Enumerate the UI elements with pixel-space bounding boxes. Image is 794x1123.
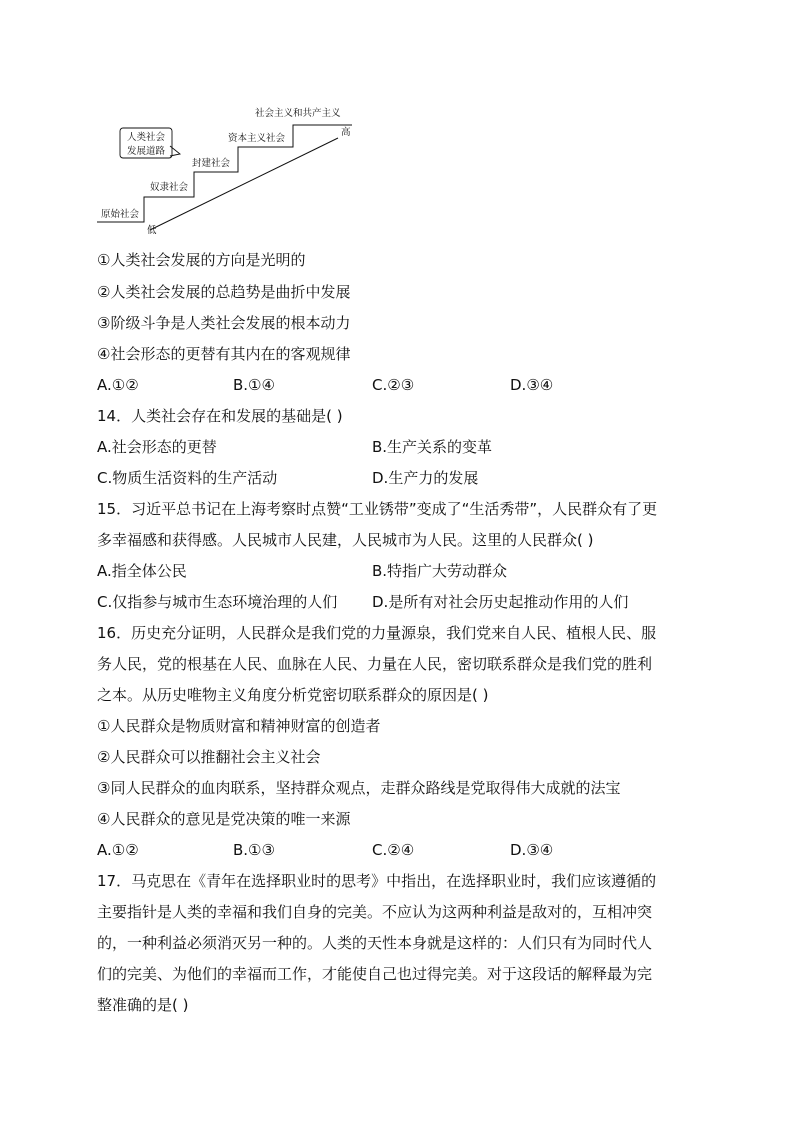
- social-development-staircase-diagram: [97, 100, 367, 240]
- q14-option-a[interactable]: A.社会形态的更替: [97, 438, 217, 456]
- q16-stem-line-3: 之本。从历史唯物主义角度分析党密切联系群众的原因是( ): [97, 686, 489, 704]
- q14-option-d[interactable]: D.生产力的发展: [372, 469, 479, 487]
- bubble-line1: 人类社会: [127, 132, 166, 143]
- q14-option-b[interactable]: B.生产关系的变革: [372, 438, 493, 456]
- q15-option-d[interactable]: D.是所有对社会历史起推动作用的人们: [372, 593, 629, 611]
- stage-slave: 奴隶社会: [150, 182, 189, 193]
- q15-stem-line-1: 15．习近平总书记在上海考察时点赞“工业锈带”变成了“生活秀带”，人民群众有了更: [97, 500, 658, 518]
- q16-stem-line-1: 16．历史充分证明，人民群众是我们党的力量源泉，我们党来自人民、植根人民、服: [97, 624, 657, 642]
- q13-item-3: ③阶级斗争是人类社会发展的根本动力: [97, 314, 351, 332]
- q15-option-c[interactable]: C.仅指参与城市生态环境治理的人们: [97, 593, 338, 611]
- q16-item-2: ②人民群众可以推翻社会主义社会: [97, 748, 321, 766]
- q13-option-a[interactable]: A.①②: [97, 376, 139, 394]
- label-low: 低: [147, 225, 157, 236]
- q16-item-3: ③同人民群众的血肉联系，坚持群众观点，走群众路线是党取得伟大成就的法宝: [97, 779, 621, 797]
- q17-stem-line-5: 整准确的是( ): [97, 996, 189, 1014]
- stage-capitalist: 资本主义社会: [228, 133, 286, 144]
- q15-stem-line-2: 多幸福感和获得感。人民城市人民建，人民城市为人民。这里的人民群众( ): [97, 531, 594, 549]
- q16-item-1: ①人民群众是物质财富和精神财富的创造者: [97, 717, 381, 735]
- q13-item-2: ②人类社会发展的总趋势是曲折中发展: [97, 283, 351, 301]
- q17-stem-line-1: 17．马克思在《青年在选择职业时的思考》中指出，在选择职业时，我们应该遵循的: [97, 872, 657, 890]
- q16-item-4: ④人民群众的意见是党决策的唯一来源: [97, 810, 351, 828]
- q16-stem-line-2: 务人民，党的根基在人民、血脉在人民、力量在人民，密切联系群众是我们党的胜利: [97, 655, 653, 673]
- q13-item-4: ④社会形态的更替有其内在的客观规律: [97, 345, 351, 363]
- stage-socialist-communist: 社会主义和共产主义: [255, 108, 341, 119]
- q16-option-a[interactable]: A.①②: [97, 841, 139, 859]
- q17-stem-line-4: 们的完美、为他们的幸福而工作，才能使自己也过得完美。对于这段话的解释最为完: [97, 965, 653, 983]
- q13-item-1: ①人类社会发展的方向是光明的: [97, 251, 306, 269]
- q13-option-c[interactable]: C.②③: [372, 376, 415, 394]
- q16-option-b[interactable]: B.①③: [233, 841, 275, 859]
- q16-option-c[interactable]: C.②④: [372, 841, 415, 859]
- q14-stem: 14．人类社会存在和发展的基础是( ): [97, 407, 343, 425]
- q14-option-c[interactable]: C.物质生活资料的生产活动: [97, 469, 278, 487]
- q13-option-d[interactable]: D.③④: [510, 376, 554, 394]
- bubble-line2: 发展道路: [127, 146, 166, 157]
- stage-feudal: 封建社会: [192, 158, 231, 169]
- q15-option-b[interactable]: B.特指广大劳动群众: [372, 562, 508, 580]
- q13-option-b[interactable]: B.①④: [233, 376, 275, 394]
- q16-option-d[interactable]: D.③④: [510, 841, 554, 859]
- q17-stem-line-2: 主要指针是人类的幸福和我们自身的完美。不应认为这两种利益是敌对的，互相冲突: [97, 903, 653, 921]
- stage-primitive: 原始社会: [101, 209, 140, 220]
- q17-stem-line-3: 的，一种利益必须消灭另一种的。人类的天性本身就是这样的：人们只有为同时代人: [97, 934, 653, 952]
- q15-option-a[interactable]: A.指全体公民: [97, 562, 187, 580]
- label-high: 高: [341, 127, 351, 138]
